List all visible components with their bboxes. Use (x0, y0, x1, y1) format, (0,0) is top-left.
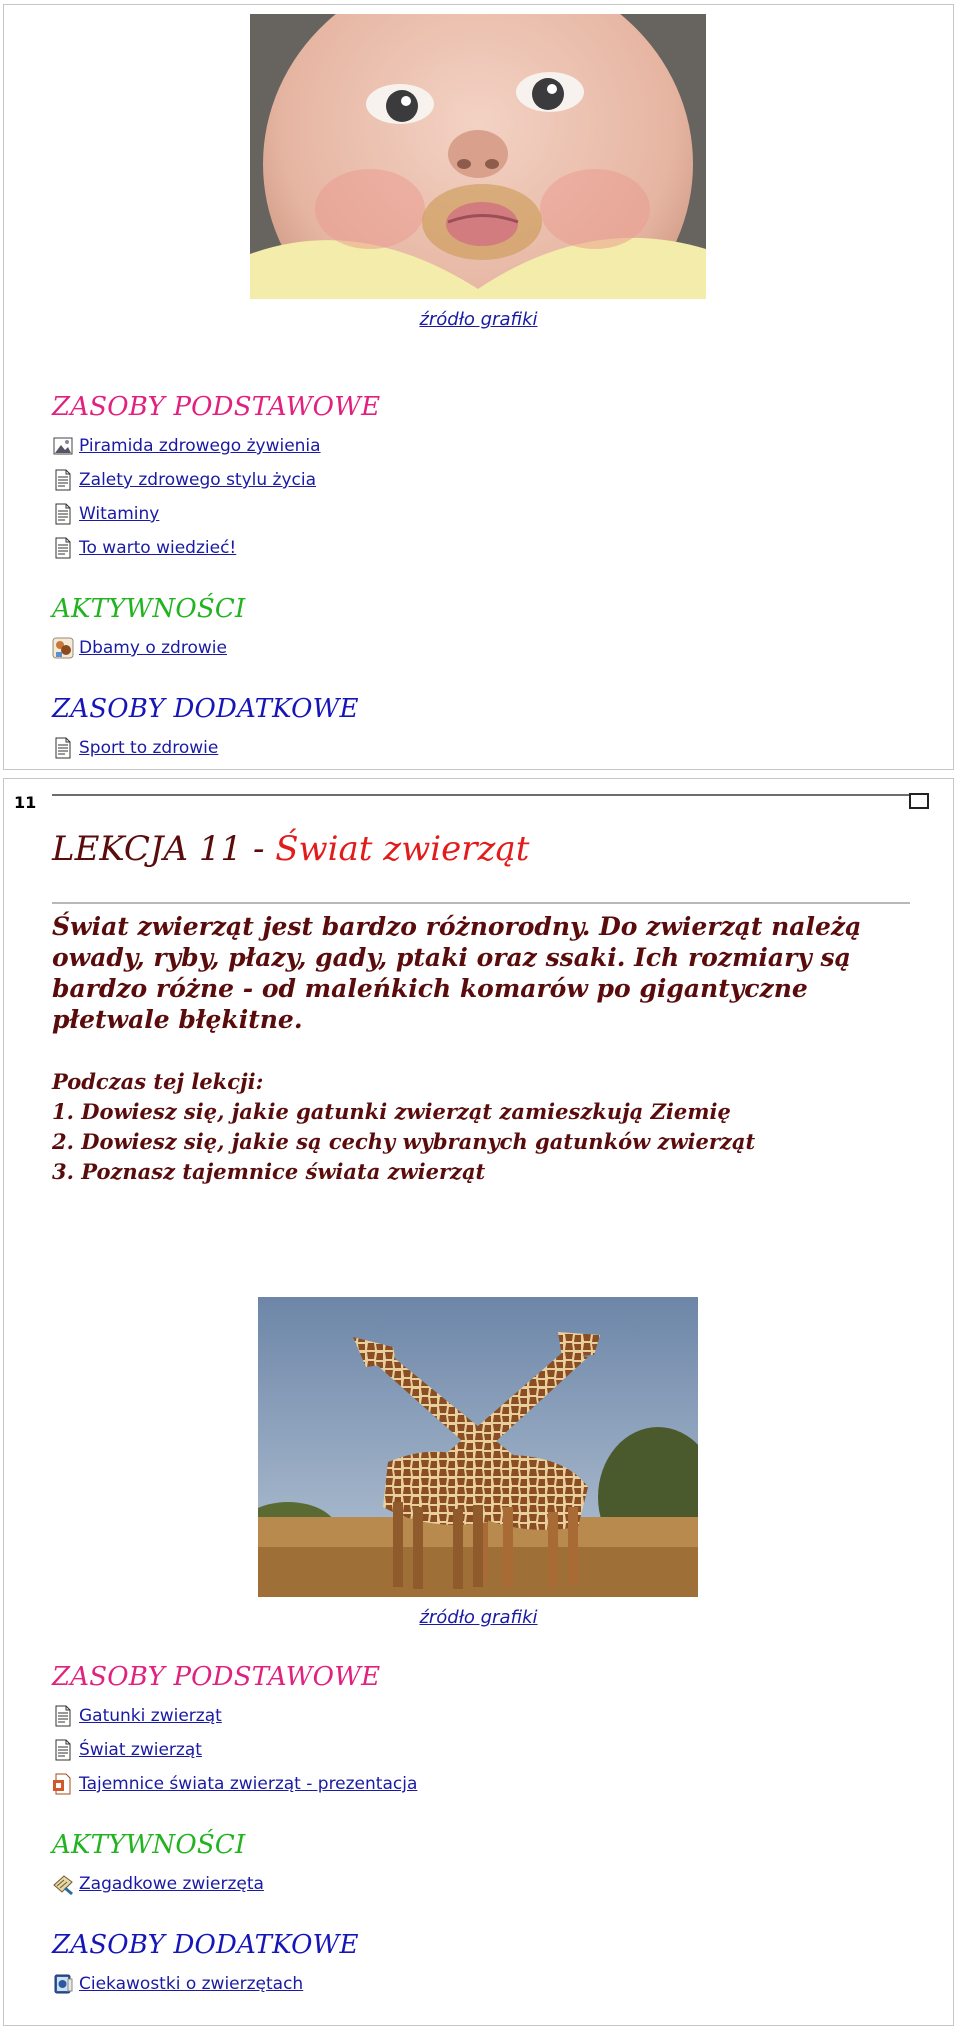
resource-link[interactable]: Zalety zdrowego stylu życia (52, 467, 316, 493)
resource-link[interactable]: Tajemnice świata zwierząt - prezentacja (52, 1771, 417, 1797)
baby-face-image (250, 14, 706, 299)
image-source-link[interactable]: źródło grafiki (419, 1607, 538, 1628)
basic-resources-heading: ZASOBY PODSTAWOWE (52, 1662, 381, 1692)
presentation-file-icon (52, 1773, 74, 1795)
resource-link[interactable]: Sport to zdrowie (52, 735, 218, 761)
basic-resources-heading: ZASOBY PODSTAWOWE (52, 392, 381, 422)
section-divider (52, 794, 910, 796)
show-only-this-topic-icon[interactable] (909, 793, 929, 809)
activity-link[interactable]: Dbamy o zdrowie (52, 635, 227, 661)
activities-heading: AKTYWNOŚCI (52, 1830, 246, 1860)
book-icon (52, 1973, 74, 1995)
activities-heading: AKTYWNOŚCI (52, 594, 246, 624)
title-divider (52, 902, 910, 904)
lesson-goals: Podczas tej lekcji: 1. Dowiesz się, jakie gatunki zwierząt zamieszkują Ziemię 2. Dowiesz się, jakie są cechy wybranych gatunków zwierząt 3. Poznasz tajemnice świata zwierząt (52, 1069, 756, 1184)
resource-link[interactable]: Świat zwierząt (52, 1737, 202, 1763)
image-file-icon (52, 435, 74, 457)
document-icon (52, 537, 74, 559)
image-source-link[interactable]: źródło grafiki (419, 309, 538, 330)
resource-link[interactable]: Ciekawostki o zwierzętach (52, 1971, 303, 1997)
document-icon (52, 469, 74, 491)
resource-link[interactable]: To warto wiedzieć! (52, 535, 236, 561)
document-icon (52, 737, 74, 759)
quiz-activity-icon (52, 1873, 74, 1895)
lesson-intro: Świat zwierząt jest bardzo różnorodny. Do zwierząt należą owady, ryby, płazy, gady, ptaki oraz ssaki. Ich rozmiary są bardzo różne - od maleńkich komarów po gigantyczne płetwale błękitne. (52, 912, 862, 1034)
extra-resources-heading: ZASOBY DODATKOWE (52, 694, 359, 724)
document-icon (52, 1705, 74, 1727)
topic-section-10 (3, 4, 954, 770)
topic-section-11 (3, 778, 954, 2026)
resource-link[interactable]: Gatunki zwierząt (52, 1703, 222, 1729)
document-icon (52, 503, 74, 525)
resource-link[interactable]: Piramida zdrowego żywienia (52, 433, 321, 459)
section-number: 11 (14, 793, 37, 812)
lesson-title: LEKCJA 11 - Świat zwierząt (52, 829, 530, 869)
activity-link[interactable]: Zagadkowe zwierzęta (52, 1871, 264, 1897)
workshop-activity-icon (52, 637, 74, 659)
resource-link[interactable]: Witaminy (52, 501, 159, 527)
document-icon (52, 1739, 74, 1761)
giraffes-image (258, 1297, 698, 1597)
extra-resources-heading: ZASOBY DODATKOWE (52, 1930, 359, 1960)
